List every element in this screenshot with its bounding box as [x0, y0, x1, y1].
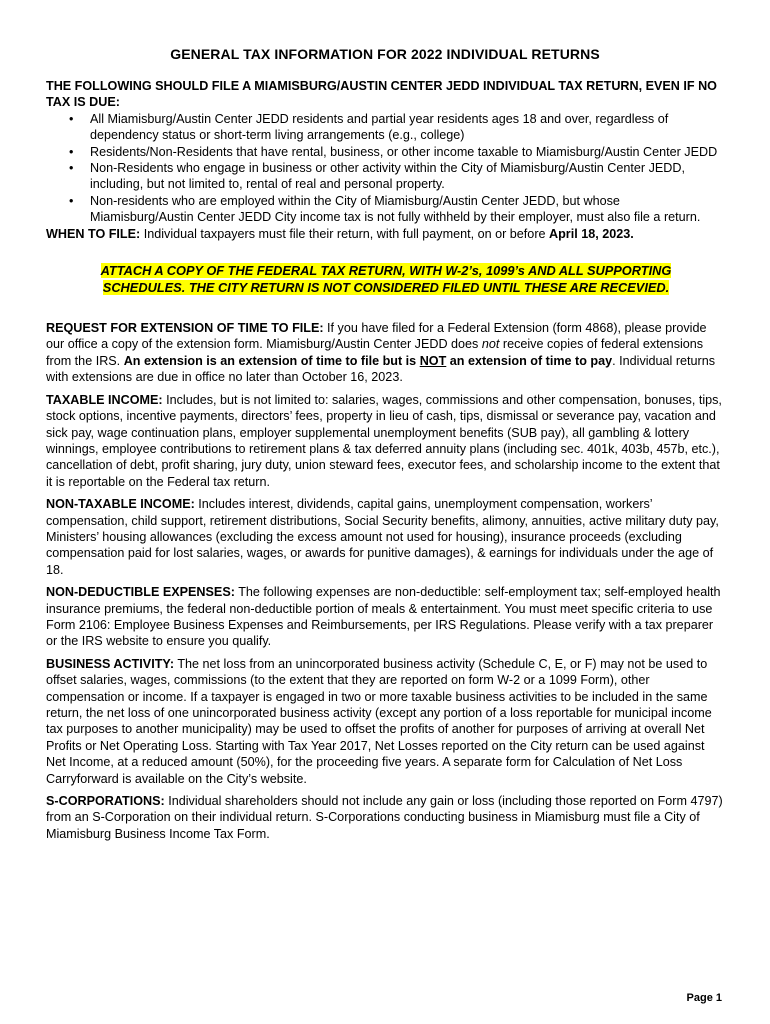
extension-section: [46, 320, 726, 386]
non-deductible-expenses-text: The following expenses are non-deductible: self-employment tax; self-employed health insurance premiums, the federal non-deductible portion of meals & entertainment. You must meet specific criteria to use Form 2106: Employee Business Expenses and Reimbursements, per IRS Regulations. Please verify with a tax preparer or the IRS website to ensure you qualify.: [46, 585, 721, 649]
non-deductible-expenses-label: NON-DEDUCTIBLE EXPENSES:: [46, 585, 235, 600]
extension-bold-2: an extension of time to pay: [446, 353, 613, 368]
notice-line-2: SCHEDULES. THE CITY RETURN IS NOT CONSIDERED FILED UNTIL THESE ARE RECEVIED.: [102, 280, 670, 296]
extension-text-3: . Individual returns with extensions are due in office no later than October 16, 2023.: [46, 353, 716, 385]
when-to-file: [46, 226, 726, 242]
business-activity-text: The net loss from an unincorporated business activity (Schedule C, E, or F) may not be used to offset salaries, wages, commissions (to the extent that they are reported on form W-2 or a 1099 Form), other compensation or income. If a taxpayer is engaged in two or more taxable business activities to be included in the same return, the net loss of one unincorporated business activity (except any portion of a loss reportable for municipal income tax purposes to another municipality) may be used to offset the profits of another for purposes of arriving at overall Net Profits or Net Operating Loss. Starting with Tax Year 2017, Net Losses reported on the City return can be used against Net Income, at a reduced amount (50%), for the proceeding five years. A separate form for Calculation of Net Loss Carryforward is available on the City’s website.: [46, 656, 712, 786]
taxable-income-section: [46, 392, 726, 490]
list-item: • Residents/Non-Residents that have rental, business, or other income taxable to Miamisburg/Austin Center JEDD: [90, 144, 726, 160]
taxable-income-text: Includes, but is not limited to: salaries, wages, commissions and other compensation, bonuses, tips, stock options, incentive payments, directors’ fees, property in lieu of cash, tips, dismissal or severance pay, vacation and sick pay, wage continuation plans, employer supplemental unemployment benefits (SUB pay), all gambling & lottery winnings, employee contributions to retirement plans & tax deferred annuity plans (including sec. 401k, 403b, 457b, etc.), cancellation of debt, profit sharing, jury duty, union steward fees, executor fees, and scholarship income to the extent that it is reportable on the Federal tax return.: [46, 392, 722, 489]
page-number: Page 1: [686, 992, 722, 1004]
business-activity-label: BUSINESS ACTIVITY:: [46, 656, 175, 671]
list-item: • Non-residents who are employed within the City of Miamisburg/Austin Center JEDD, but whose Miamisburg/Austin Center JEDD City income tax is not fully withheld by their employer, must also file a return.: [90, 193, 726, 226]
when-to-file-text: Individual taxpayers must file their return, with full payment, on or before: [140, 226, 550, 241]
extension-bold-1: An extension is an extension of time to file but is: [123, 353, 420, 368]
business-activity-section: [46, 656, 726, 787]
filing-requirement-list: [46, 111, 726, 226]
when-to-file-date: April 18, 2023.: [549, 226, 634, 241]
extension-bold-not: NOT: [419, 353, 447, 368]
document-body: [46, 78, 726, 848]
taxable-income-label: TAXABLE INCOME:: [46, 392, 163, 407]
non-taxable-income-label: NON-TAXABLE INCOME:: [46, 497, 195, 512]
extension-not-italic: not: [481, 337, 500, 352]
s-corporations-section: [46, 793, 726, 842]
when-to-file-label: WHEN TO FILE:: [46, 226, 141, 241]
non-taxable-income-text: Includes interest, dividends, capital gains, unemployment compensation, workers’ compensation, child support, retirement distributions, Social Security benefits, alimony, annuities, active military duty pay, Ministers’ housing allowances (excluding the excess amount not used for housing), insurance proceeds (excluding compensation paid for lost salaries, wages, or awards for punitive damages), & earnings for individuals under the age of 18.: [46, 497, 719, 577]
filing-requirement-heading: THE FOLLOWING SHOULD FILE A MIAMISBURG/AUSTIN CENTER JEDD INDIVIDUAL TAX RETURN, EVEN IF NO TAX IS DUE:: [46, 79, 717, 110]
list-item: • All Miamisburg/Austin Center JEDD residents and partial year residents ages 18 and over, regardless of dependency status or short-term living arrangements (e.g., college): [90, 111, 726, 144]
s-corporations-label: S-CORPORATIONS:: [46, 794, 165, 809]
extension-text: If you have filed for a Federal Extension (form 4868), please provide our office a copy of the extension form. Miamisburg/Austin Center JEDD does: [46, 321, 707, 352]
s-corporations-text: Individual shareholders should not include any gain or loss (including those reported on Form 4797) from an S-Corporation on their individual return. S-Corporations conducting business in Miamisburg must file a City of Miamisburg Business Income Tax Form.: [46, 794, 723, 841]
list-item: • Non-Residents who engage in business or other activity within the City of Miamisburg/Austin Center JEDD, including, but not limited to, rental of real and personal property.: [90, 160, 726, 193]
notice-line-1: ATTACH A COPY OF THE FEDERAL TAX RETURN, WITH W-2’s, 1099’s AND ALL SUPPORTING: [100, 263, 672, 279]
non-taxable-income-section: [46, 496, 726, 578]
non-deductible-expenses-section: [46, 584, 726, 650]
extension-text-2: receive copies of federal extensions from the IRS.: [46, 337, 704, 368]
attach-federal-return-notice: [46, 262, 726, 296]
page-title: GENERAL TAX INFORMATION FOR 2022 INDIVIDUAL RETURNS: [170, 46, 600, 62]
extension-label: REQUEST FOR EXTENSION OF TIME TO FILE:: [46, 321, 324, 336]
